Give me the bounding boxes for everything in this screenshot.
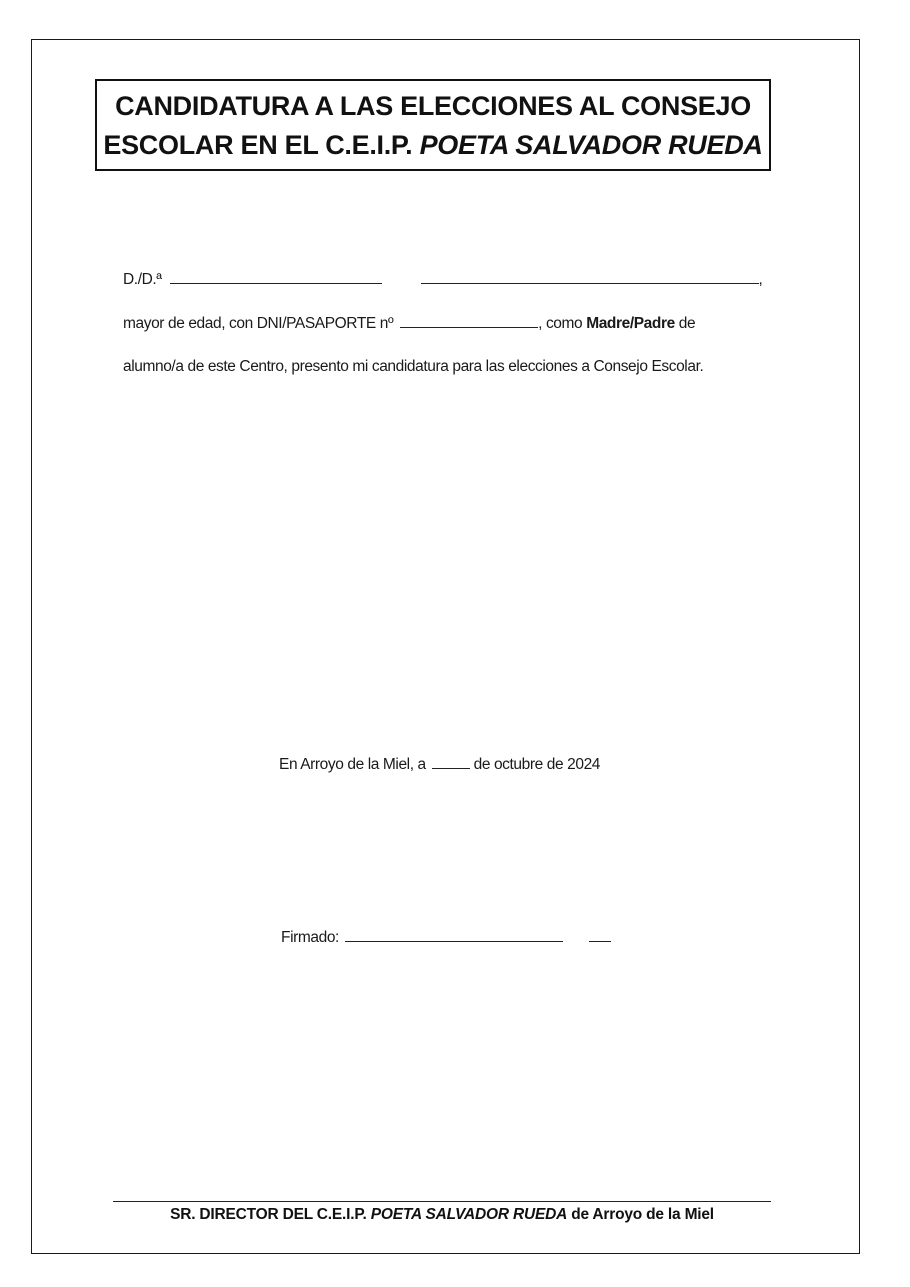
footer-addressee: [0, 1206, 884, 1224]
footer-suffix: de Arroyo de la Miel: [567, 1206, 714, 1223]
date-place-label: En Arroyo de la Miel, a: [279, 756, 426, 773]
name-label: D./D.ª: [123, 271, 162, 288]
date-year: 2024: [567, 756, 601, 773]
document-title: [95, 79, 771, 171]
page-frame: [31, 39, 860, 1254]
date-row: [279, 756, 600, 774]
role-suffix: de: [678, 315, 696, 332]
role-label: Madre/Padre: [586, 315, 675, 332]
date-month-label: de octubre de: [473, 756, 564, 773]
title-line-2: [97, 126, 769, 165]
dni-label: mayor de edad, con DNI/PASAPORTE nº: [123, 315, 394, 332]
footer-divider: [113, 1201, 771, 1202]
title-school-name: POETA SALVADOR RUEDA: [419, 130, 763, 160]
footer-prefix: SR. DIRECTOR DEL C.E.I.P.: [170, 1206, 371, 1223]
day-field[interactable]: [432, 756, 470, 769]
candidacy-statement: alumno/a de este Centro, presento mi candidatura para las elecciones a Consejo Escolar.: [123, 358, 704, 375]
signature-row: [281, 929, 611, 947]
title-line-2-prefix: ESCOLAR EN EL C.E.I.P.: [103, 130, 420, 160]
title-line-1: CANDIDATURA A LAS ELECCIONES AL CONSEJO: [115, 91, 751, 121]
role-connector: , como: [538, 315, 583, 332]
name-row: D./D.ª ,: [123, 271, 763, 288]
surname-field[interactable]: [421, 271, 759, 284]
first-name-field[interactable]: [170, 271, 382, 284]
dni-row: [123, 315, 695, 333]
signature-label: Firmado:: [281, 929, 339, 946]
signature-field[interactable]: [345, 929, 563, 942]
footer-school-name: POETA SALVADOR RUEDA: [370, 1206, 568, 1223]
signature-field-end: [589, 929, 611, 942]
dni-field[interactable]: [400, 315, 538, 328]
